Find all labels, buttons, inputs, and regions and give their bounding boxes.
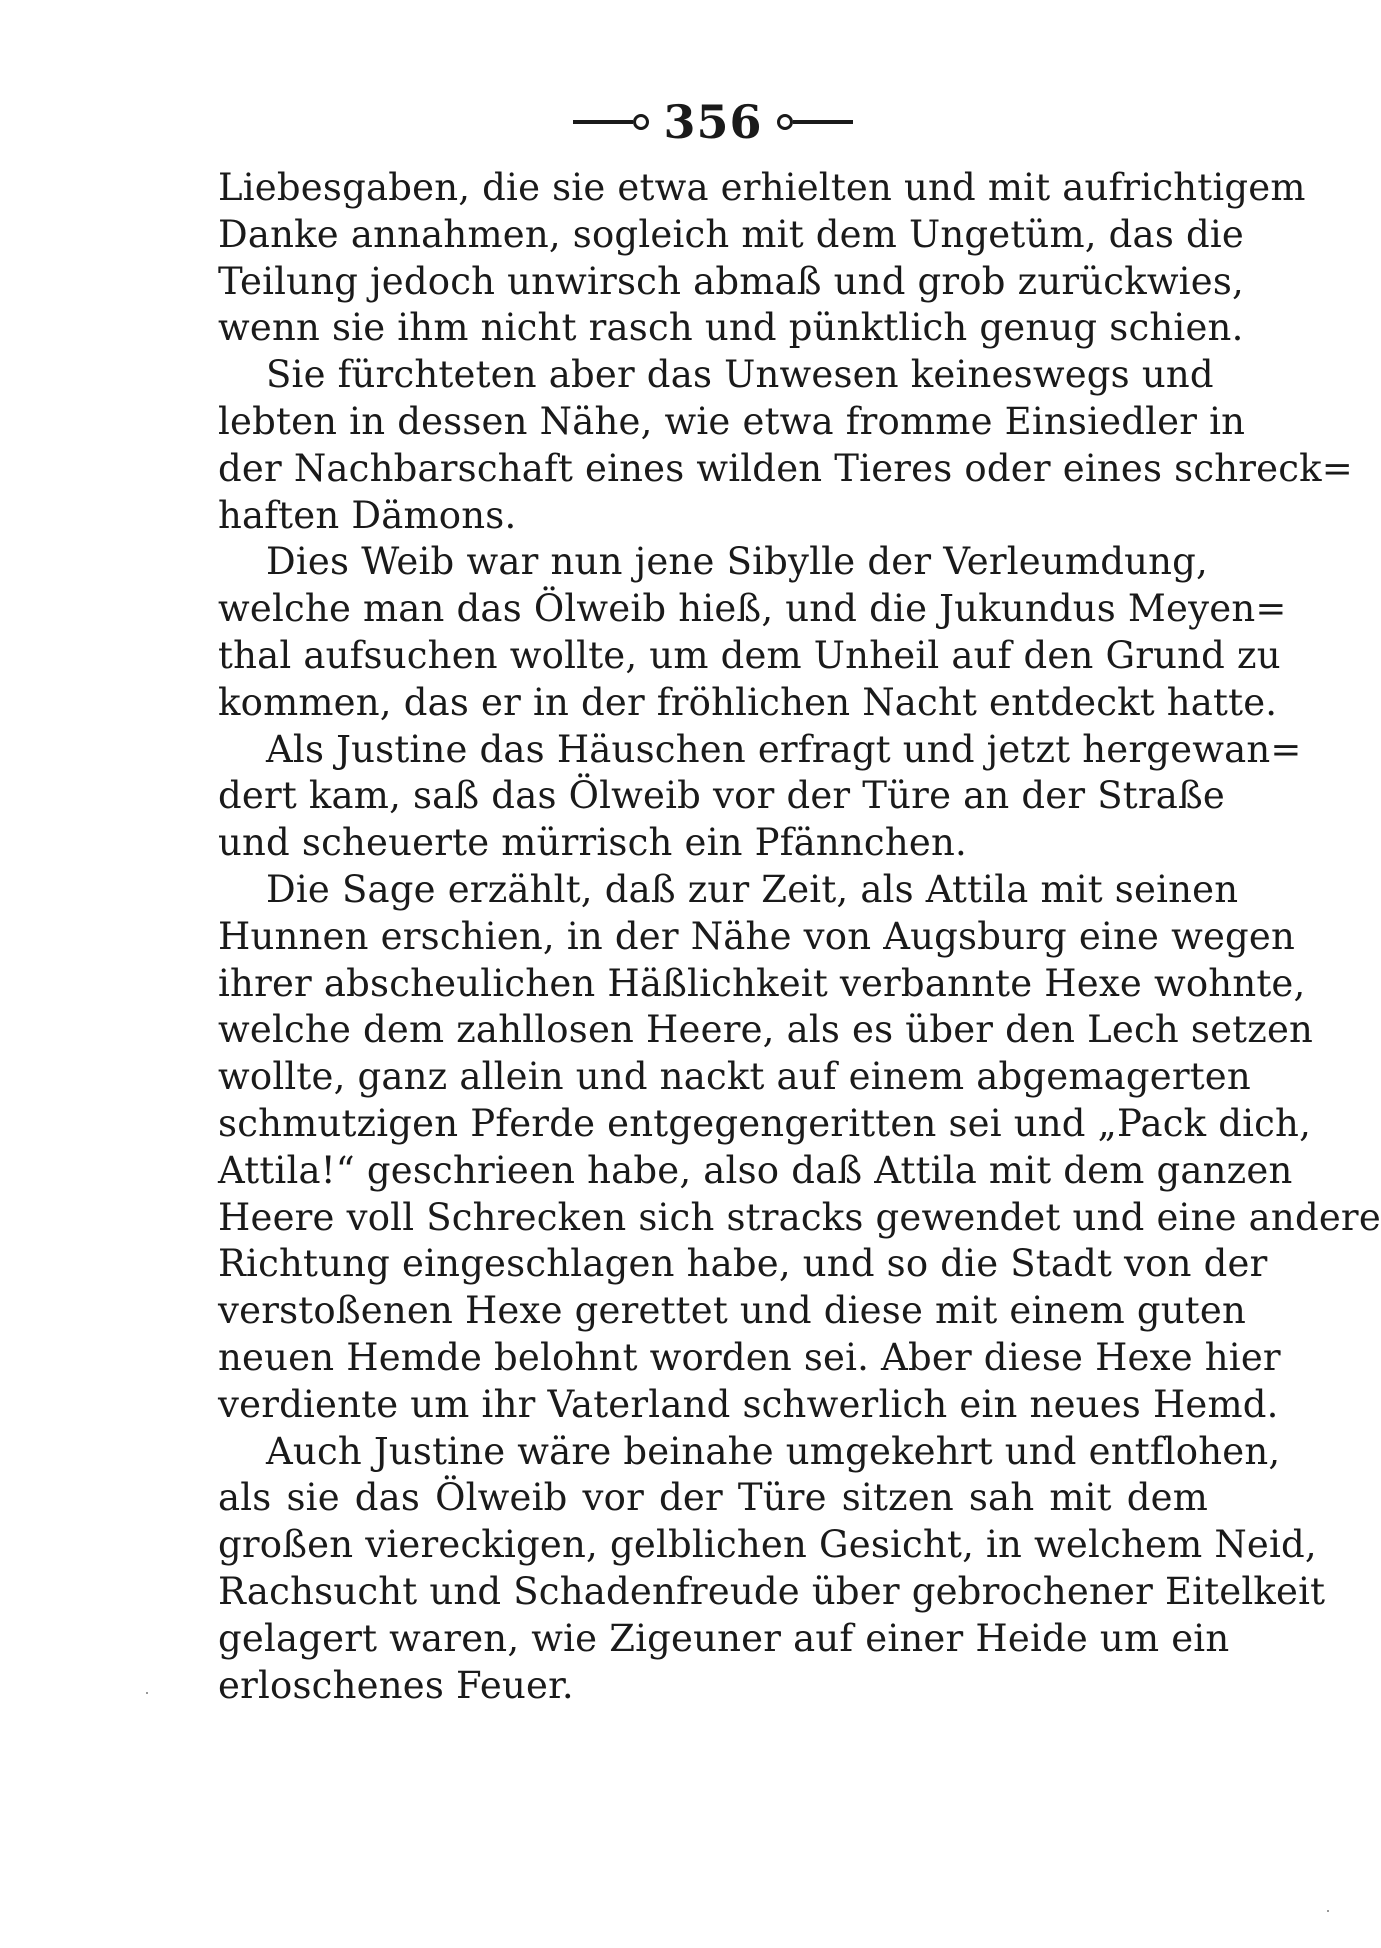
text-line: haften Dämons.: [218, 493, 517, 537]
text-line: Dies Weib war nun jene Sibylle der Verleumdung,: [266, 540, 1208, 584]
paper-speck: [146, 1692, 148, 1694]
page-number: 356: [663, 95, 763, 149]
text-line: Attila!“ geschrieen habe, also daß Attila mit dem ganzen: [218, 1148, 1293, 1192]
text-line: neuen Hemde belohnt worden sei. Aber diese Hexe hier: [218, 1335, 1281, 1379]
text-line: Heere voll Schrecken sich stracks gewendet und eine andere: [218, 1195, 1381, 1239]
text-line: Auch Justine wäre beinahe umgekehrt und entflohen,: [266, 1429, 1281, 1473]
text-line: wollte, ganz allein und nackt auf einem abgemagerten: [218, 1055, 1251, 1099]
text-line: und scheuerte mürrisch ein Pfännchen.: [218, 821, 967, 865]
text-line: verdiente um ihr Vaterland schwerlich ein neues Hemd.: [218, 1382, 1279, 1426]
right-ornament-icon: [777, 114, 853, 130]
text-line: Sie fürchteten aber das Unwesen keineswegs und: [266, 353, 1214, 397]
paper-speck: [1327, 1910, 1329, 1912]
text-line: kommen, das er in der fröhlichen Nacht entdeckt hatte.: [218, 680, 1278, 724]
text-line: Hunnen erschien, in der Nähe von Augsburg eine wegen: [218, 914, 1296, 958]
text-line: großen viereckigen, gelblichen Gesicht, in welchem Neid,: [218, 1523, 1317, 1567]
text-line: Als Justine das Häuschen erfragt und jetzt hergewan=: [266, 727, 1302, 771]
text-line: welche dem zahllosen Heere, als es über den Lech setzen: [218, 1008, 1314, 1052]
text-line: dert kam, saß das Ölweib vor der Türe an der Straße: [218, 774, 1225, 818]
text-line: erloschenes Feuer.: [218, 1663, 574, 1707]
text-line: lebten in dessen Nähe, wie etwa fromme Einsiedler in: [218, 399, 1246, 443]
text-line: der Nachbarschaft eines wilden Tieres oder eines schreck=: [218, 446, 1354, 490]
text-line: schmutzigen Pferde entgegengeritten sei und „Pack dich,: [218, 1101, 1312, 1145]
text-line: wenn sie ihm nicht rasch und pünktlich genug schien.: [218, 306, 1244, 350]
text-line: Die Sage erzählt, daß zur Zeit, als Attila mit seinen: [266, 867, 1239, 911]
left-ornament-icon: [573, 114, 649, 130]
text-line: welche man das Ölweib hieß, und die Jukundus Meyen=: [218, 587, 1287, 631]
text-line: gelagert waren, wie Zigeuner auf einer Heide um ein: [218, 1616, 1230, 1660]
text-line: Liebesgaben, die sie etwa erhielten und mit aufrichtigem: [218, 166, 1306, 209]
body-text: [218, 165, 1381, 1709]
text-line: ihrer abscheulichen Häßlichkeit verbannte Hexe wohnte,: [218, 961, 1306, 1005]
text-line: verstoßenen Hexe gerettet und diese mit einem guten: [218, 1289, 1246, 1333]
text-line: Richtung eingeschlagen habe, und so die Stadt von der: [218, 1242, 1268, 1286]
text-line: thal aufsuchen wollte, um dem Unheil auf den Grund zu: [218, 633, 1281, 677]
page-header: [548, 92, 878, 152]
text-line: Rachsucht und Schadenfreude über gebrochener Eitelkeit: [218, 1569, 1326, 1613]
text-line: als sie das Ölweib vor der Türe sitzen sah mit dem: [218, 1476, 1208, 1520]
text-line: Teilung jedoch unwirsch abmaß und grob zurückwies,: [218, 259, 1244, 303]
text-line: Danke annahmen, sogleich mit dem Ungetüm, das die: [218, 212, 1244, 256]
